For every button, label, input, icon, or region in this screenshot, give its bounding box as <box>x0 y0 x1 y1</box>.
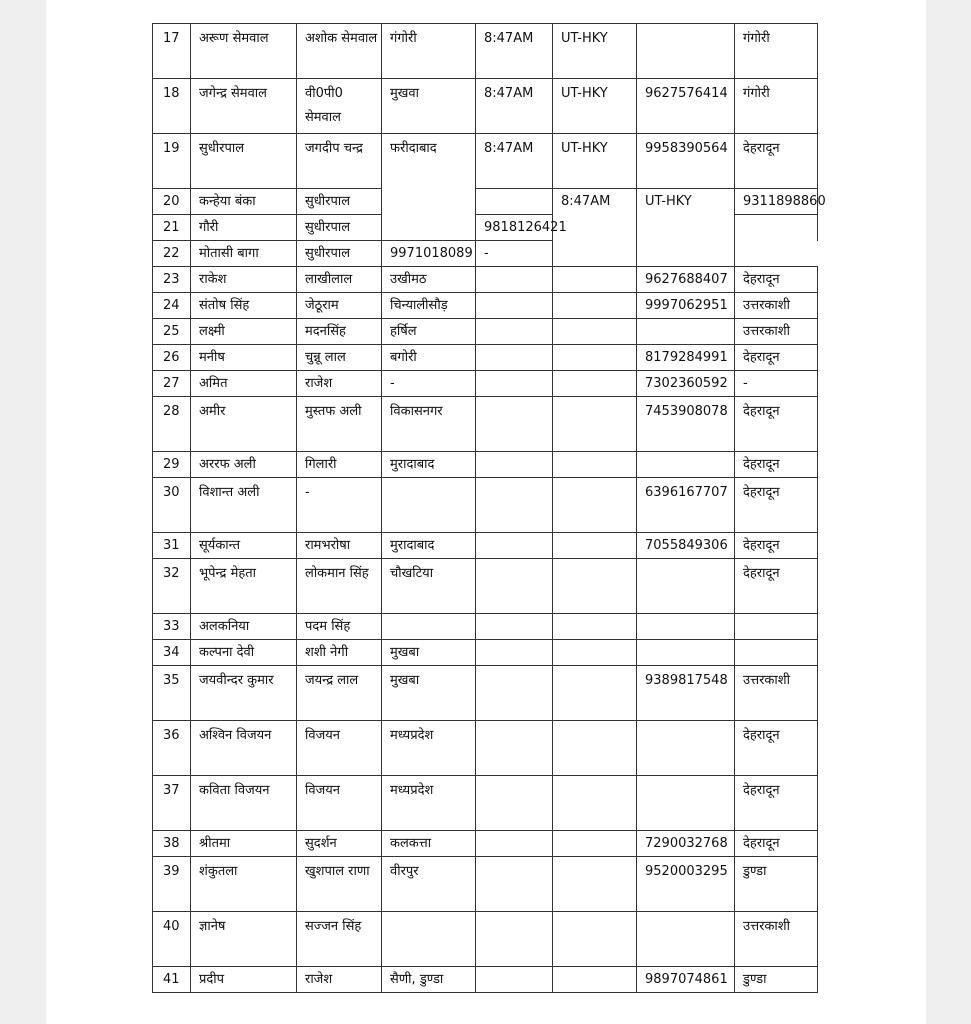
cell-sn: 28 <box>153 397 191 452</box>
cell-time <box>476 640 553 666</box>
cell-name: अरूण सेमवाल <box>191 24 297 79</box>
cell-name: गौरी <box>191 215 297 241</box>
cell-father: लोकमान सिंह <box>297 559 382 614</box>
cell-place: मध्यप्रदेश <box>382 721 476 776</box>
cell-father: खुशपाल राणा <box>297 857 382 912</box>
cell-father: - <box>297 478 382 533</box>
cell-time <box>476 371 553 397</box>
table-row <box>153 721 818 776</box>
cell-name: कविता विजयन <box>191 776 297 831</box>
cell-sn: 24 <box>153 293 191 319</box>
cell-vehicle: UT-HKY <box>553 79 637 134</box>
table-row <box>153 614 818 640</box>
cell-sn: 35 <box>153 666 191 721</box>
cell-father: सुधीरपाल <box>297 189 382 215</box>
cell-time <box>476 319 553 345</box>
cell-sn: 38 <box>153 831 191 857</box>
table-row <box>153 24 818 79</box>
cell-dest: डुण्डा <box>735 857 818 912</box>
cell-place <box>382 912 476 967</box>
cell-time <box>476 293 553 319</box>
cell-phone: 7055849306 <box>637 533 735 559</box>
cell-phone: 9311898860 <box>735 189 818 215</box>
cell-time <box>476 452 553 478</box>
cell-name: अश्विन विजयन <box>191 721 297 776</box>
cell-vehicle <box>553 857 637 912</box>
cell-dest: देहरादून <box>735 559 818 614</box>
cell-vehicle <box>553 533 637 559</box>
cell-dest: उत्तरकाशी <box>735 293 818 319</box>
cell-name: कल्पना देवी <box>191 640 297 666</box>
cell-name: प्रदीप <box>191 967 297 993</box>
cell-phone <box>637 912 735 967</box>
table-row <box>153 452 818 478</box>
cell-name: मनीष <box>191 345 297 371</box>
cell-name: संतोष सिंह <box>191 293 297 319</box>
cell-father: राजेश <box>297 967 382 993</box>
cell-vehicle <box>553 478 637 533</box>
cell-vehicle <box>553 640 637 666</box>
cell-father: गिलारी <box>297 452 382 478</box>
cell-sn: 33 <box>153 614 191 640</box>
cell-father: राजेश <box>297 371 382 397</box>
cell-phone: 8179284991 <box>637 345 735 371</box>
cell-father: शशी नेगी <box>297 640 382 666</box>
cell-sn: 30 <box>153 478 191 533</box>
cell-vehicle <box>553 267 637 293</box>
cell-dest: देहरादून <box>735 776 818 831</box>
cell-phone: 9818126421 <box>476 215 553 241</box>
table-row <box>153 533 818 559</box>
cell-place <box>382 478 476 533</box>
cell-place: मुखवा <box>382 79 476 134</box>
cell-name: लक्ष्मी <box>191 319 297 345</box>
cell-place: मध्यप्रदेश <box>382 776 476 831</box>
cell-sn: 25 <box>153 319 191 345</box>
cell-phone: 9971018089 <box>382 241 476 267</box>
cell-father: जयन्द्र लाल <box>297 666 382 721</box>
cell-sn: 19 <box>153 134 191 189</box>
cell-vehicle <box>553 967 637 993</box>
cell-name: मोतासी बागा <box>191 241 297 267</box>
cell-phone <box>637 776 735 831</box>
table-row <box>153 397 818 452</box>
cell-name: कन्हेया बंका <box>191 189 297 215</box>
cell-vehicle <box>553 721 637 776</box>
cell-dest: देहरादून <box>735 478 818 533</box>
cell-dest: गंगोरी <box>735 24 818 79</box>
cell-sn: 27 <box>153 371 191 397</box>
table-row <box>153 776 818 831</box>
cell-phone: 9958390564 <box>637 134 735 189</box>
table-row <box>153 666 818 721</box>
cell-dest: उत्तरकाशी <box>735 319 818 345</box>
cell-vehicle <box>553 831 637 857</box>
cell-sn: 34 <box>153 640 191 666</box>
cell-place: उखीमठ <box>382 267 476 293</box>
table-row <box>153 831 818 857</box>
cell-time <box>476 857 553 912</box>
cell-place <box>382 614 476 640</box>
cell-sn: 32 <box>153 559 191 614</box>
cell-place: विकासनगर <box>382 397 476 452</box>
table-row <box>153 267 818 293</box>
cell-time <box>476 831 553 857</box>
cell-sn: 40 <box>153 912 191 967</box>
cell-name: जयवीन्दर कुमार <box>191 666 297 721</box>
table-row <box>153 293 818 319</box>
cell-father: वी0पी0 सेमवाल <box>297 79 382 134</box>
cell-name: सूर्यकान्त <box>191 533 297 559</box>
cell-place: चिन्यालीसौड़ <box>382 293 476 319</box>
cell-name: श्रीतमा <box>191 831 297 857</box>
cell-time <box>476 345 553 371</box>
cell-sn: 17 <box>153 24 191 79</box>
cell-sn: 18 <box>153 79 191 134</box>
cell-father: जगदीप चन्द्र <box>297 134 382 189</box>
cell-sn: 29 <box>153 452 191 478</box>
cell-father: विजयन <box>297 721 382 776</box>
cell-time <box>476 776 553 831</box>
cell-sn: 20 <box>153 189 191 215</box>
cell-sn: 39 <box>153 857 191 912</box>
cell-phone <box>637 614 735 640</box>
cell-father: सज्जन सिंह <box>297 912 382 967</box>
cell-time <box>476 533 553 559</box>
cell-sn: 26 <box>153 345 191 371</box>
cell-place: सैणी, डुण्डा <box>382 967 476 993</box>
cell-vehicle: UT-HKY <box>637 189 735 267</box>
cell-dest: देहरादून <box>735 452 818 478</box>
table-row <box>153 640 818 666</box>
cell-phone <box>637 721 735 776</box>
cell-sn: 23 <box>153 267 191 293</box>
cell-place: फरीदाबाद <box>382 134 476 241</box>
cell-time: 8:47AM <box>476 24 553 79</box>
cell-place: मुरादाबाद <box>382 452 476 478</box>
cell-time <box>476 478 553 533</box>
cell-name: अमित <box>191 371 297 397</box>
cell-vehicle <box>553 371 637 397</box>
table-row <box>153 857 818 912</box>
cell-vehicle: UT-HKY <box>553 134 637 189</box>
cell-time <box>476 967 553 993</box>
passenger-table <box>152 23 826 993</box>
cell-phone: 9389817548 <box>637 666 735 721</box>
cell-time <box>476 614 553 640</box>
cell-time <box>476 666 553 721</box>
cell-place <box>476 189 553 215</box>
cell-name: विशान्त अली <box>191 478 297 533</box>
cell-name: अमीर <box>191 397 297 452</box>
cell-dest: डुण्डा <box>735 967 818 993</box>
cell-name: जगेन्द्र सेमवाल <box>191 79 297 134</box>
table-row <box>153 189 818 215</box>
cell-time: 8:47AM <box>476 79 553 134</box>
cell-place: बगोरी <box>382 345 476 371</box>
cell-vehicle <box>553 293 637 319</box>
cell-phone: 7453908078 <box>637 397 735 452</box>
cell-dest: देहरादून <box>735 397 818 452</box>
table-row <box>153 371 818 397</box>
cell-place: मुरादाबाद <box>382 533 476 559</box>
cell-father: लाखीलाल <box>297 267 382 293</box>
table-row <box>153 345 818 371</box>
cell-dest: देहरादून <box>735 345 818 371</box>
document-page <box>46 0 926 1024</box>
cell-phone: 7302360592 <box>637 371 735 397</box>
table-row <box>153 319 818 345</box>
cell-name: राकेश <box>191 267 297 293</box>
cell-father: अशोक सेमवाल <box>297 24 382 79</box>
cell-sn: 36 <box>153 721 191 776</box>
cell-phone <box>637 319 735 345</box>
cell-vehicle <box>553 397 637 452</box>
cell-vehicle: UT-HKY <box>553 24 637 79</box>
cell-place: वीरपुर <box>382 857 476 912</box>
cell-time <box>476 397 553 452</box>
cell-father: मुस्तफ अली <box>297 397 382 452</box>
cell-father: पदम सिंह <box>297 614 382 640</box>
cell-father: सुधीरपाल <box>297 215 382 241</box>
cell-dest: गंगोरी <box>735 79 818 134</box>
cell-place: मुखबा <box>382 666 476 721</box>
cell-vehicle <box>553 319 637 345</box>
table-row <box>153 967 818 993</box>
cell-vehicle <box>553 912 637 967</box>
cell-sn: 21 <box>153 215 191 241</box>
cell-place: चौखटिया <box>382 559 476 614</box>
cell-sn: 41 <box>153 967 191 993</box>
cell-father: सुदर्शन <box>297 831 382 857</box>
cell-time <box>476 721 553 776</box>
cell-dest: देहरादून <box>735 134 818 189</box>
cell-vehicle <box>553 614 637 640</box>
cell-dest: देहरादून <box>735 721 818 776</box>
cell-time <box>476 559 553 614</box>
cell-dest <box>735 614 818 640</box>
cell-vehicle <box>553 776 637 831</box>
cell-phone: 6396167707 <box>637 478 735 533</box>
cell-phone <box>637 559 735 614</box>
cell-place: मुखबा <box>382 640 476 666</box>
cell-phone: 9520003295 <box>637 857 735 912</box>
cell-phone: 9627576414 <box>637 79 735 134</box>
cell-name: ज्ञानेष <box>191 912 297 967</box>
cell-vehicle <box>553 559 637 614</box>
cell-vehicle <box>553 666 637 721</box>
cell-sn: 22 <box>153 241 191 267</box>
cell-time <box>476 912 553 967</box>
table-row <box>153 559 818 614</box>
cell-phone: 9997062951 <box>637 293 735 319</box>
cell-place: कलकत्ता <box>382 831 476 857</box>
cell-dest: - <box>735 371 818 397</box>
cell-time <box>476 267 553 293</box>
cell-place: हर्षिल <box>382 319 476 345</box>
cell-father: चुन्नू लाल <box>297 345 382 371</box>
cell-vehicle <box>553 345 637 371</box>
cell-dest: देहरादून <box>735 831 818 857</box>
cell-phone <box>637 640 735 666</box>
cell-phone <box>637 24 735 79</box>
cell-name: अररफ अली <box>191 452 297 478</box>
cell-name: शंकुतला <box>191 857 297 912</box>
table-body <box>153 24 826 993</box>
cell-name: अलकनिया <box>191 614 297 640</box>
cell-father: रामभरोषा <box>297 533 382 559</box>
cell-sn: 31 <box>153 533 191 559</box>
cell-sn: 37 <box>153 776 191 831</box>
cell-phone: 7290032768 <box>637 831 735 857</box>
cell-dest: देहरादून <box>735 533 818 559</box>
cell-dest: उत्तरकाशी <box>735 666 818 721</box>
table-row <box>153 912 818 967</box>
cell-phone <box>637 452 735 478</box>
cell-dest: उत्तरकाशी <box>735 912 818 967</box>
cell-father: विजयन <box>297 776 382 831</box>
cell-place: गंगोरी <box>382 24 476 79</box>
cell-phone: 9627688407 <box>637 267 735 293</box>
cell-time: 8:47AM <box>553 189 637 267</box>
cell-dest: देहरादून <box>735 267 818 293</box>
cell-phone: 9897074861 <box>637 967 735 993</box>
cell-dest: - <box>476 241 553 267</box>
cell-father: मदनसिंह <box>297 319 382 345</box>
cell-name: भूपेन्द्र मेहता <box>191 559 297 614</box>
table-row <box>153 79 818 134</box>
table-row <box>153 478 818 533</box>
cell-father: सुधीरपाल <box>297 241 382 267</box>
cell-time: 8:47AM <box>476 134 553 189</box>
cell-father: जेठूराम <box>297 293 382 319</box>
table-row <box>153 134 818 189</box>
cell-name: सुधीरपाल <box>191 134 297 189</box>
cell-vehicle <box>553 452 637 478</box>
cell-place: - <box>382 371 476 397</box>
cell-dest <box>735 640 818 666</box>
